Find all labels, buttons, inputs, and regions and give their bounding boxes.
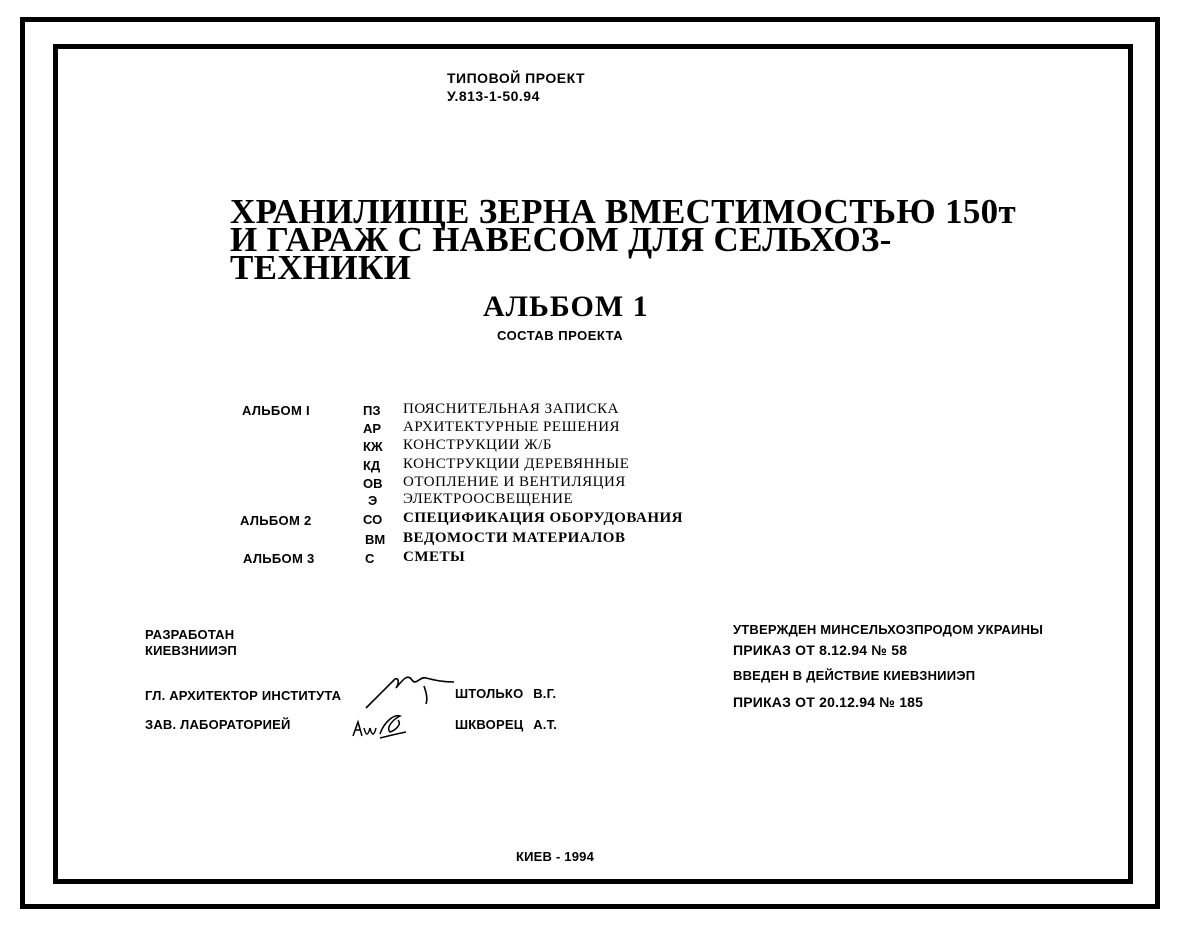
approval-line-1: УТВЕРЖДЕН МИНСЕЛЬХОЗПРОДОМ УКРАИНЫ — [733, 622, 1044, 637]
composition-code: ОВ — [363, 476, 383, 491]
composition-code: С — [365, 551, 375, 566]
composition-album: АЛЬБОМ 3 — [243, 551, 315, 566]
composition-name: АРХИТЕКТУРНЫЕ РЕШЕНИЯ — [403, 419, 621, 435]
footer-city-year: КИЕВ - 1994 — [516, 849, 595, 864]
composition-code: Э — [368, 493, 378, 508]
composition-code: СО — [363, 512, 383, 527]
composition-code: ПЗ — [363, 403, 381, 418]
composition-name: КОНСТРУКЦИИ Ж/Б — [403, 437, 553, 453]
approval-line-4: ПРИКАЗ ОТ 20.12.94 № 185 — [733, 694, 924, 710]
composition-name: ВЕДОМОСТИ МАТЕРИАЛОВ — [403, 530, 626, 546]
composition-name: ПОЯСНИТЕЛЬНАЯ ЗАПИСКА — [403, 401, 619, 417]
composition-name: КОНСТРУКЦИИ ДЕРЕВЯННЫЕ — [403, 456, 630, 472]
signatory-name: ШТОЛЬКО В.Г. — [455, 686, 557, 701]
signatory-name: ШКВОРЕЦ А.Т. — [455, 717, 558, 732]
album-subtitle: СОСТАВ ПРОЕКТА — [497, 328, 624, 343]
header-project-number: У.813-1-50.94 — [447, 88, 540, 104]
approval-line-2: ПРИКАЗ ОТ 8.12.94 № 58 — [733, 642, 908, 658]
album-title: АЛЬБОМ 1 — [483, 290, 649, 323]
signatory-role: ГЛ. АРХИТЕКТОР ИНСТИТУТА — [145, 688, 342, 703]
composition-album: АЛЬБОМ 2 — [240, 513, 312, 528]
title-line-3: ТЕХНИКИ — [230, 248, 412, 287]
developer-label: РАЗРАБОТАН — [145, 627, 235, 642]
composition-name: СПЕЦИФИКАЦИЯ ОБОРУДОВАНИЯ — [403, 510, 683, 526]
approval-line-3: ВВЕДЕН В ДЕЙСТВИЕ КИЕВЗНИИЭП — [733, 668, 976, 683]
composition-name: СМЕТЫ — [403, 549, 466, 565]
composition-code: КЖ — [363, 439, 383, 454]
composition-code: АР — [363, 421, 382, 436]
signature-lab-head — [350, 708, 410, 744]
composition-code: КД — [363, 458, 381, 473]
composition-album: АЛЬБОМ I — [242, 403, 310, 418]
signature-chief-architect — [362, 668, 462, 712]
composition-code: ВМ — [365, 532, 386, 547]
title-line-2: И ГАРАЖ С НАВЕСОМ ДЛЯ СЕЛЬХОЗ- — [230, 220, 892, 259]
developer-org: КИЕВЗНИИЭП — [145, 643, 237, 658]
title-line-1: ХРАНИЛИЩЕ ЗЕРНА ВМЕСТИМОСТЬЮ 150т — [230, 192, 1016, 231]
composition-name: ЭЛЕКТРООСВЕЩЕНИЕ — [403, 491, 574, 507]
header-project-type: ТИПОВОЙ ПРОЕКТ — [447, 70, 586, 86]
signatory-role: ЗАВ. ЛАБОРАТОРИЕЙ — [145, 717, 291, 732]
composition-name: ОТОПЛЕНИЕ И ВЕНТИЛЯЦИЯ — [403, 474, 626, 490]
